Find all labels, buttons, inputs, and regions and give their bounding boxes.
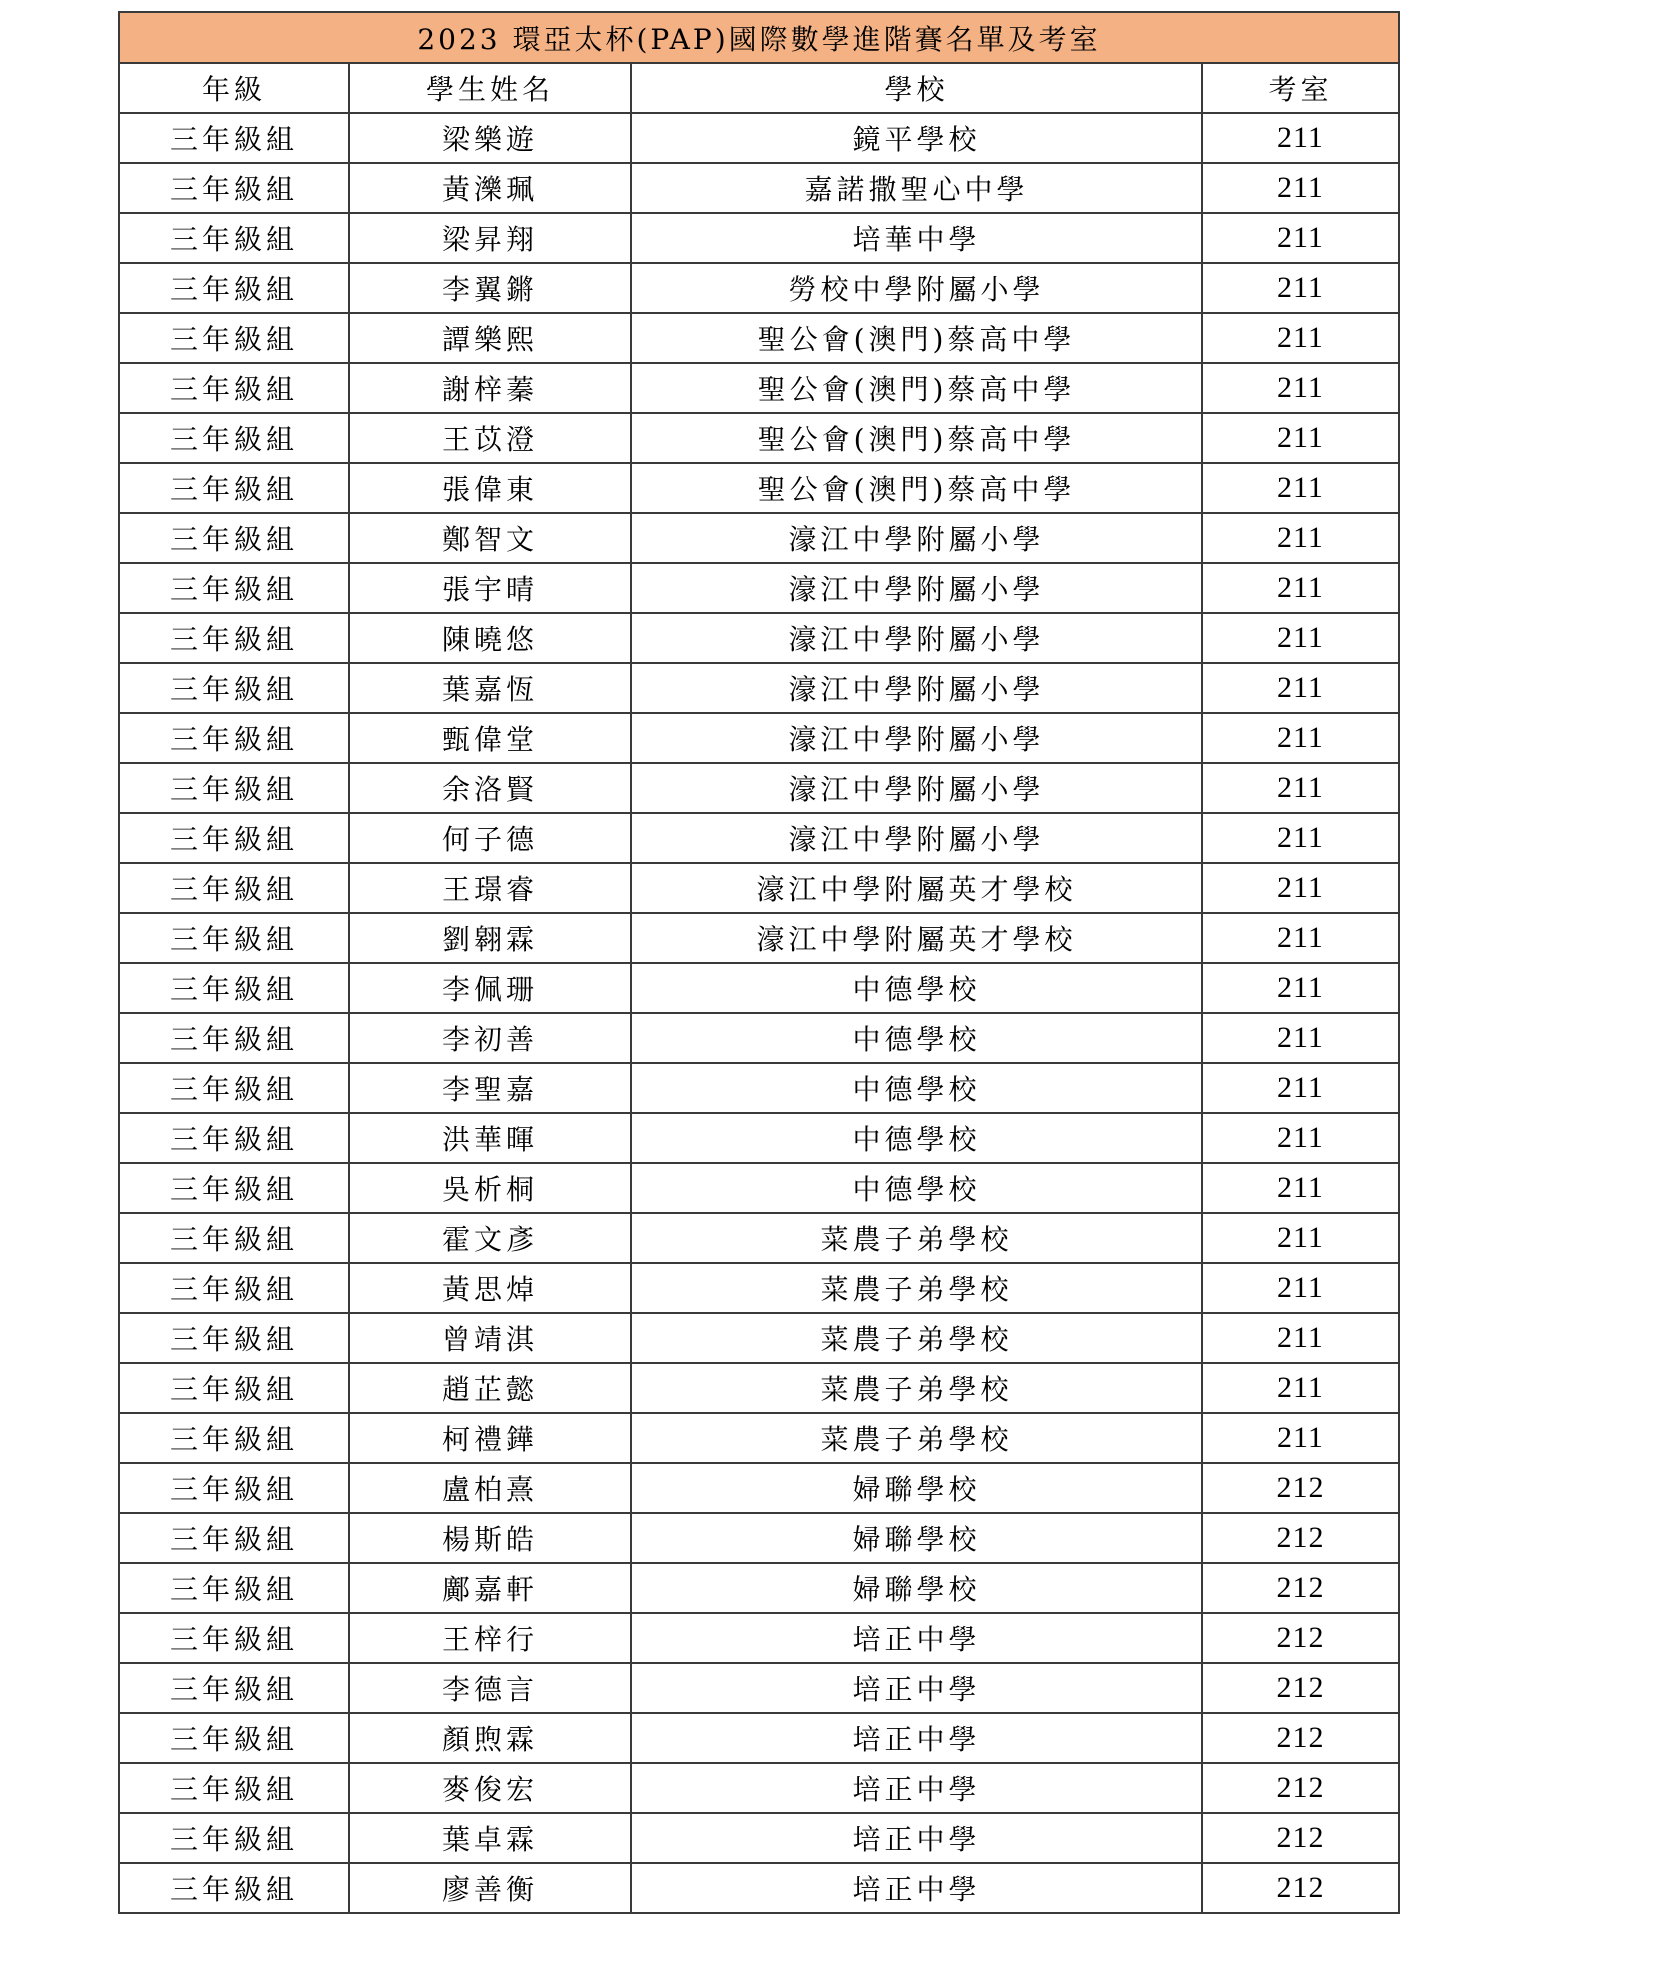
room-cell: 211 bbox=[1202, 713, 1399, 763]
room-cell: 212 bbox=[1202, 1563, 1399, 1613]
table-row bbox=[119, 313, 1399, 363]
school-cell: 濠江中學附屬小學 bbox=[631, 563, 1202, 613]
table-row bbox=[119, 513, 1399, 563]
school-cell: 培正中學 bbox=[631, 1763, 1202, 1813]
room-cell: 212 bbox=[1202, 1613, 1399, 1663]
student-name-cell: 鄭智文 bbox=[349, 513, 631, 563]
student-name-cell: 顏煦霖 bbox=[349, 1713, 631, 1763]
room-cell: 211 bbox=[1202, 413, 1399, 463]
school-cell: 婦聯學校 bbox=[631, 1563, 1202, 1613]
school-cell: 濠江中學附屬小學 bbox=[631, 663, 1202, 713]
school-cell: 中德學校 bbox=[631, 1113, 1202, 1163]
student-name-cell: 黃濼珮 bbox=[349, 163, 631, 213]
student-name-cell: 王梓行 bbox=[349, 1613, 631, 1663]
room-cell: 212 bbox=[1202, 1863, 1399, 1913]
table-row bbox=[119, 863, 1399, 913]
room-cell: 212 bbox=[1202, 1763, 1399, 1813]
room-cell: 211 bbox=[1202, 1413, 1399, 1463]
school-cell: 培正中學 bbox=[631, 1613, 1202, 1663]
school-cell: 濠江中學附屬英才學校 bbox=[631, 863, 1202, 913]
school-cell: 濠江中學附屬小學 bbox=[631, 813, 1202, 863]
student-name-cell: 譚樂熙 bbox=[349, 313, 631, 363]
table-row bbox=[119, 1813, 1399, 1863]
room-cell: 211 bbox=[1202, 313, 1399, 363]
table-row bbox=[119, 1563, 1399, 1613]
student-name-cell: 李翼鏘 bbox=[349, 263, 631, 313]
table-row bbox=[119, 1663, 1399, 1713]
table-row bbox=[119, 1613, 1399, 1663]
student-name-cell: 霍文彥 bbox=[349, 1213, 631, 1263]
room-cell: 211 bbox=[1202, 363, 1399, 413]
grade-cell: 三年級組 bbox=[119, 1613, 349, 1663]
grade-cell: 三年級組 bbox=[119, 663, 349, 713]
table-row bbox=[119, 363, 1399, 413]
room-cell: 211 bbox=[1202, 1213, 1399, 1263]
header-row bbox=[119, 63, 1399, 113]
grade-cell: 三年級組 bbox=[119, 1313, 349, 1363]
table-row bbox=[119, 1213, 1399, 1263]
student-name-cell: 謝梓蓁 bbox=[349, 363, 631, 413]
room-cell: 211 bbox=[1202, 813, 1399, 863]
school-cell: 培正中學 bbox=[631, 1663, 1202, 1713]
room-cell: 211 bbox=[1202, 1363, 1399, 1413]
grade-cell: 三年級組 bbox=[119, 1863, 349, 1913]
school-cell: 濠江中學附屬小學 bbox=[631, 613, 1202, 663]
grade-cell: 三年級組 bbox=[119, 1163, 349, 1213]
school-cell: 培華中學 bbox=[631, 213, 1202, 263]
table-row bbox=[119, 1313, 1399, 1363]
student-name-cell: 廖善衡 bbox=[349, 1863, 631, 1913]
student-name-cell: 盧柏熹 bbox=[349, 1463, 631, 1513]
grade-cell: 三年級組 bbox=[119, 213, 349, 263]
student-name-cell: 葉嘉恆 bbox=[349, 663, 631, 713]
column-header-room: 考室 bbox=[1202, 63, 1399, 113]
room-cell: 211 bbox=[1202, 213, 1399, 263]
room-cell: 211 bbox=[1202, 513, 1399, 563]
table-row bbox=[119, 1763, 1399, 1813]
grade-cell: 三年級組 bbox=[119, 913, 349, 963]
table-row bbox=[119, 1863, 1399, 1913]
grade-cell: 三年級組 bbox=[119, 1563, 349, 1613]
grade-cell: 三年級組 bbox=[119, 1113, 349, 1163]
room-cell: 211 bbox=[1202, 1313, 1399, 1363]
school-cell: 濠江中學附屬英才學校 bbox=[631, 913, 1202, 963]
room-cell: 211 bbox=[1202, 1263, 1399, 1313]
student-name-cell: 余洛賢 bbox=[349, 763, 631, 813]
student-name-cell: 曾靖淇 bbox=[349, 1313, 631, 1363]
table-row bbox=[119, 963, 1399, 1013]
school-cell: 中德學校 bbox=[631, 1163, 1202, 1213]
grade-cell: 三年級組 bbox=[119, 863, 349, 913]
table-row bbox=[119, 163, 1399, 213]
student-name-cell: 楊斯皓 bbox=[349, 1513, 631, 1563]
school-cell: 婦聯學校 bbox=[631, 1463, 1202, 1513]
table-row bbox=[119, 1713, 1399, 1763]
room-cell: 211 bbox=[1202, 1063, 1399, 1113]
student-name-cell: 黃思焯 bbox=[349, 1263, 631, 1313]
room-cell: 212 bbox=[1202, 1813, 1399, 1863]
grade-cell: 三年級組 bbox=[119, 163, 349, 213]
student-name-cell: 吳析桐 bbox=[349, 1163, 631, 1213]
table-row bbox=[119, 213, 1399, 263]
grade-cell: 三年級組 bbox=[119, 1013, 349, 1063]
school-cell: 勞校中學附屬小學 bbox=[631, 263, 1202, 313]
table-row bbox=[119, 1463, 1399, 1513]
room-cell: 211 bbox=[1202, 863, 1399, 913]
exam-room-table bbox=[118, 11, 1400, 1914]
room-cell: 211 bbox=[1202, 113, 1399, 163]
column-header-grade: 年級 bbox=[119, 63, 349, 113]
room-cell: 211 bbox=[1202, 1113, 1399, 1163]
table-row bbox=[119, 413, 1399, 463]
room-cell: 211 bbox=[1202, 563, 1399, 613]
grade-cell: 三年級組 bbox=[119, 1263, 349, 1313]
room-cell: 211 bbox=[1202, 1013, 1399, 1063]
grade-cell: 三年級組 bbox=[119, 263, 349, 313]
student-name-cell: 李德言 bbox=[349, 1663, 631, 1713]
room-cell: 211 bbox=[1202, 913, 1399, 963]
table-row bbox=[119, 713, 1399, 763]
table-row bbox=[119, 563, 1399, 613]
grade-cell: 三年級組 bbox=[119, 1663, 349, 1713]
table-row bbox=[119, 1013, 1399, 1063]
room-cell: 211 bbox=[1202, 763, 1399, 813]
table-row bbox=[119, 1263, 1399, 1313]
student-name-cell: 張宇晴 bbox=[349, 563, 631, 613]
table-row bbox=[119, 1163, 1399, 1213]
school-cell: 菜農子弟學校 bbox=[631, 1263, 1202, 1313]
table-row bbox=[119, 463, 1399, 513]
school-cell: 培正中學 bbox=[631, 1863, 1202, 1913]
table-row bbox=[119, 663, 1399, 713]
student-name-cell: 李佩珊 bbox=[349, 963, 631, 1013]
student-name-cell: 柯禮鏵 bbox=[349, 1413, 631, 1463]
room-cell: 212 bbox=[1202, 1513, 1399, 1563]
title-row bbox=[119, 12, 1399, 63]
student-name-cell: 張偉東 bbox=[349, 463, 631, 513]
grade-cell: 三年級組 bbox=[119, 463, 349, 513]
student-name-cell: 梁昇翔 bbox=[349, 213, 631, 263]
student-name-cell: 陳曉悠 bbox=[349, 613, 631, 663]
school-cell: 培正中學 bbox=[631, 1813, 1202, 1863]
table-row bbox=[119, 1063, 1399, 1113]
table-row bbox=[119, 913, 1399, 963]
table-row bbox=[119, 263, 1399, 313]
student-name-cell: 葉卓霖 bbox=[349, 1813, 631, 1863]
table-row bbox=[119, 1413, 1399, 1463]
student-name-cell: 洪華暉 bbox=[349, 1113, 631, 1163]
room-cell: 211 bbox=[1202, 163, 1399, 213]
school-cell: 中德學校 bbox=[631, 1063, 1202, 1113]
school-cell: 濠江中學附屬小學 bbox=[631, 513, 1202, 563]
student-name-cell: 梁樂遊 bbox=[349, 113, 631, 163]
grade-cell: 三年級組 bbox=[119, 563, 349, 613]
table-body bbox=[119, 113, 1399, 1913]
student-name-cell: 麥俊宏 bbox=[349, 1763, 631, 1813]
grade-cell: 三年級組 bbox=[119, 813, 349, 863]
room-cell: 211 bbox=[1202, 663, 1399, 713]
grade-cell: 三年級組 bbox=[119, 613, 349, 663]
student-name-cell: 甄偉堂 bbox=[349, 713, 631, 763]
school-cell: 菜農子弟學校 bbox=[631, 1213, 1202, 1263]
grade-cell: 三年級組 bbox=[119, 413, 349, 463]
grade-cell: 三年級組 bbox=[119, 713, 349, 763]
grade-cell: 三年級組 bbox=[119, 763, 349, 813]
room-cell: 211 bbox=[1202, 1163, 1399, 1213]
student-name-cell: 鄺嘉軒 bbox=[349, 1563, 631, 1613]
school-cell: 婦聯學校 bbox=[631, 1513, 1202, 1563]
grade-cell: 三年級組 bbox=[119, 1213, 349, 1263]
grade-cell: 三年級組 bbox=[119, 113, 349, 163]
grade-cell: 三年級組 bbox=[119, 1813, 349, 1863]
grade-cell: 三年級組 bbox=[119, 1713, 349, 1763]
table-row bbox=[119, 113, 1399, 163]
table-row bbox=[119, 763, 1399, 813]
school-cell: 菜農子弟學校 bbox=[631, 1363, 1202, 1413]
grade-cell: 三年級組 bbox=[119, 1463, 349, 1513]
school-cell: 聖公會(澳門)蔡高中學 bbox=[631, 363, 1202, 413]
school-cell: 聖公會(澳門)蔡高中學 bbox=[631, 413, 1202, 463]
table-row bbox=[119, 813, 1399, 863]
grade-cell: 三年級組 bbox=[119, 1413, 349, 1463]
school-cell: 培正中學 bbox=[631, 1713, 1202, 1763]
table-row bbox=[119, 613, 1399, 663]
table-row bbox=[119, 1513, 1399, 1563]
student-name-cell: 王璟睿 bbox=[349, 863, 631, 913]
student-name-cell: 趙芷懿 bbox=[349, 1363, 631, 1413]
room-cell: 211 bbox=[1202, 463, 1399, 513]
school-cell: 菜農子弟學校 bbox=[631, 1313, 1202, 1363]
grade-cell: 三年級組 bbox=[119, 1513, 349, 1563]
grade-cell: 三年級組 bbox=[119, 1363, 349, 1413]
grade-cell: 三年級組 bbox=[119, 1063, 349, 1113]
grade-cell: 三年級組 bbox=[119, 313, 349, 363]
school-cell: 聖公會(澳門)蔡高中學 bbox=[631, 463, 1202, 513]
room-cell: 212 bbox=[1202, 1713, 1399, 1763]
room-cell: 212 bbox=[1202, 1463, 1399, 1513]
room-cell: 211 bbox=[1202, 963, 1399, 1013]
column-header-student-name: 學生姓名 bbox=[349, 63, 631, 113]
student-name-cell: 李聖嘉 bbox=[349, 1063, 631, 1113]
table-row bbox=[119, 1363, 1399, 1413]
student-name-cell: 何子德 bbox=[349, 813, 631, 863]
student-name-cell: 劉翱霖 bbox=[349, 913, 631, 963]
grade-cell: 三年級組 bbox=[119, 963, 349, 1013]
grade-cell: 三年級組 bbox=[119, 363, 349, 413]
room-cell: 211 bbox=[1202, 263, 1399, 313]
room-cell: 211 bbox=[1202, 613, 1399, 663]
school-cell: 聖公會(澳門)蔡高中學 bbox=[631, 313, 1202, 363]
school-cell: 鏡平學校 bbox=[631, 113, 1202, 163]
school-cell: 濠江中學附屬小學 bbox=[631, 713, 1202, 763]
student-name-cell: 王苡澄 bbox=[349, 413, 631, 463]
school-cell: 菜農子弟學校 bbox=[631, 1413, 1202, 1463]
student-name-cell: 李初善 bbox=[349, 1013, 631, 1063]
table-row bbox=[119, 1113, 1399, 1163]
grade-cell: 三年級組 bbox=[119, 1763, 349, 1813]
school-cell: 中德學校 bbox=[631, 1013, 1202, 1063]
school-cell: 嘉諾撒聖心中學 bbox=[631, 163, 1202, 213]
school-cell: 濠江中學附屬小學 bbox=[631, 763, 1202, 813]
document-title: 2023 環亞太杯(PAP)國際數學進階賽名單及考室 bbox=[119, 12, 1399, 63]
school-cell: 中德學校 bbox=[631, 963, 1202, 1013]
column-header-school: 學校 bbox=[631, 63, 1202, 113]
grade-cell: 三年級組 bbox=[119, 513, 349, 563]
room-cell: 212 bbox=[1202, 1663, 1399, 1713]
